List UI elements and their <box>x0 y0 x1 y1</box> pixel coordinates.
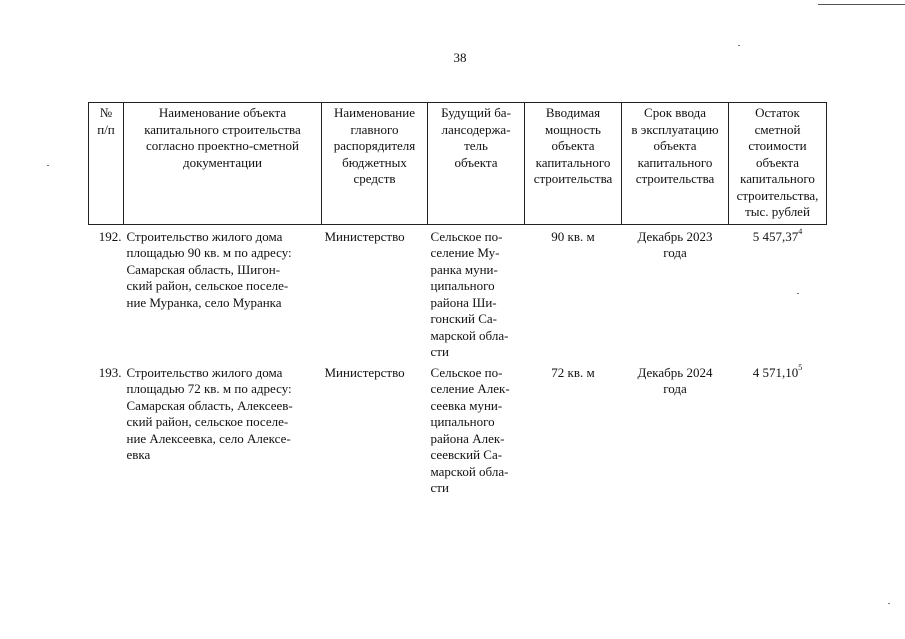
text-line: Наименование <box>334 105 415 120</box>
page-number: 38 <box>453 50 467 65</box>
header-lines <box>91 105 121 138</box>
text-line: ципального <box>430 278 495 293</box>
text-line: № <box>99 105 113 120</box>
text-line: ние Муранка, село Муранка <box>126 294 282 310</box>
text-line: объекта <box>454 154 498 170</box>
header-lines <box>731 105 824 221</box>
text-line: объекта <box>653 138 697 153</box>
text-line: сметной <box>754 121 801 137</box>
table-row <box>89 224 827 365</box>
footnote-mark: 4 <box>798 227 803 237</box>
remaining-cost <box>729 365 827 497</box>
header-object-name <box>124 103 322 225</box>
text-line: Будущий ба- <box>441 105 511 120</box>
object-name <box>124 365 322 497</box>
row-number: 193. <box>98 364 122 380</box>
text-line: площадью 90 кв. м по адресу: <box>126 245 292 260</box>
text-line: селение Алек- <box>430 381 510 396</box>
text-line: тель <box>464 138 488 153</box>
capital-construction-table <box>88 102 827 497</box>
text-line: объекта <box>551 138 595 153</box>
header-capacity <box>525 103 622 225</box>
text-line: документации <box>182 154 262 170</box>
capacity: 72 кв. м <box>551 364 595 380</box>
text-line: года <box>663 245 687 260</box>
future-holder <box>428 224 525 365</box>
text-line: ранка муни- <box>430 261 498 277</box>
budget-manager: Министерство <box>324 228 405 244</box>
text-line: Остаток <box>755 105 800 120</box>
text-line: сеевский Са- <box>430 447 503 462</box>
text-line: главного <box>350 121 399 137</box>
text-line: бюджетных <box>342 154 407 170</box>
text-line: капитального строительства <box>144 121 301 137</box>
text-line: района Ши- <box>430 294 497 310</box>
footnote-mark: 5 <box>798 363 803 373</box>
header-lines <box>324 105 425 188</box>
text-line: Наименование объекта <box>158 105 287 120</box>
scan-speck <box>797 293 799 294</box>
header-lines <box>527 105 619 188</box>
text-line: Вводимая <box>545 105 601 120</box>
object-name <box>124 224 322 365</box>
text-line: района Алек- <box>430 430 505 446</box>
text-line: средств <box>353 171 396 186</box>
text-line: сеевка муни- <box>430 397 503 413</box>
text-line: Самарская область, Алексеев- <box>126 397 293 413</box>
scan-speck <box>47 165 49 166</box>
header-remaining-cost <box>729 103 827 225</box>
header-number <box>89 103 124 225</box>
top-edge-rule <box>818 4 905 5</box>
text-line: строительства <box>533 171 613 186</box>
header-future-holder <box>428 103 525 225</box>
text-line: в эксплуатацию <box>631 121 719 137</box>
future-holder <box>428 365 525 497</box>
scan-speck <box>738 45 740 46</box>
text-line: Строительство жилого дома <box>126 364 283 380</box>
capacity: 90 кв. м <box>551 228 595 244</box>
commissioning-term <box>622 365 729 497</box>
text-line: капитального <box>740 171 815 186</box>
budget-manager: Министерство <box>324 364 405 380</box>
remaining-cost-value: 5 457,37 <box>752 228 799 244</box>
commissioning-term <box>622 224 729 365</box>
text-line: Декабрь 2023 <box>637 228 713 244</box>
text-line: года <box>663 381 687 396</box>
text-line: сти <box>430 480 449 495</box>
text-line: площадью 72 кв. м по адресу: <box>126 381 292 396</box>
text-line: Сельское по- <box>430 364 503 380</box>
header-lines <box>126 105 319 171</box>
text-line: объекта <box>755 154 800 170</box>
header-lines <box>624 105 726 188</box>
text-line: марской обла- <box>430 327 509 343</box>
text-line: гонский Са- <box>430 311 497 326</box>
text-line: строительства <box>635 171 715 186</box>
text-line: сти <box>430 344 449 359</box>
text-line: ский район, сельское поселе- <box>126 414 289 429</box>
text-line: строительства, <box>736 187 819 203</box>
header-lines <box>430 105 522 171</box>
text-line: тыс. рублей <box>745 204 810 219</box>
remaining-cost <box>729 224 827 365</box>
text-line: Самарская область, Шигон- <box>126 261 281 277</box>
text-line: ципального <box>430 414 495 429</box>
text-line: п/п <box>97 121 115 137</box>
table-row <box>89 365 827 497</box>
table-header-row <box>89 103 827 225</box>
scan-speck <box>888 603 890 604</box>
text-line: согласно проектно-сметной <box>145 138 300 153</box>
text-line: ние Алексеевка, село Алексе- <box>126 430 291 446</box>
text-line: мощность <box>545 121 601 137</box>
text-line: капитального <box>535 154 611 170</box>
text-line: селение Му- <box>430 245 500 260</box>
text-line: капитального <box>637 154 713 170</box>
text-line: стоимости <box>748 138 807 153</box>
text-line: распорядителя <box>333 138 416 153</box>
header-budget-manager <box>322 103 428 225</box>
text-line: Сельское по- <box>430 228 503 244</box>
text-line: лансодержа- <box>441 121 511 137</box>
row-number: 192. <box>98 228 122 244</box>
text-line: ский район, сельское поселе- <box>126 278 289 293</box>
text-line: марской обла- <box>430 463 509 479</box>
text-line: Срок ввода <box>644 105 706 120</box>
header-commissioning-term <box>622 103 729 225</box>
text-line: евка <box>126 447 151 462</box>
text-line: Декабрь 2024 <box>637 364 713 380</box>
remaining-cost-value: 4 571,10 <box>752 364 799 380</box>
text-line: Строительство жилого дома <box>126 228 283 244</box>
